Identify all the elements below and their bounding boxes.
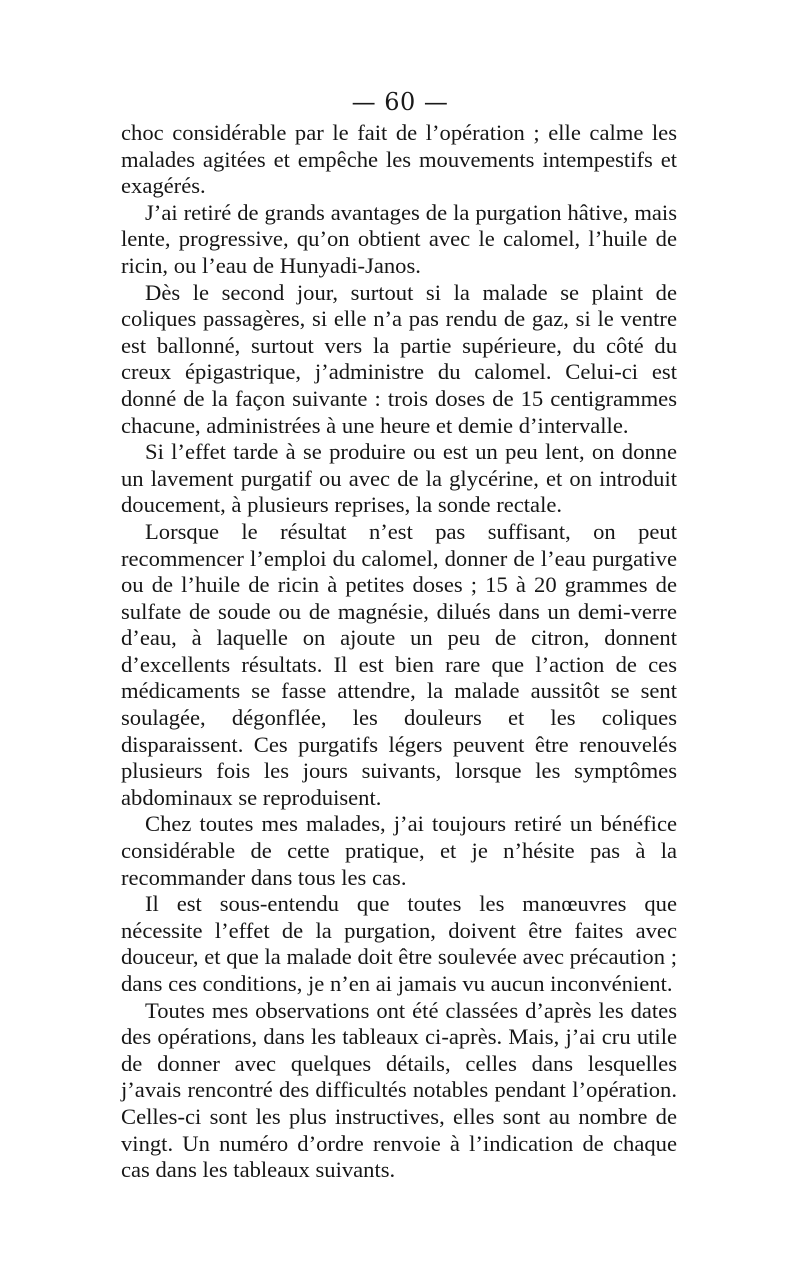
- page-number: — 60 —: [351, 88, 449, 116]
- paragraph: Si l’effet tarde à se produire ou est un peu lent, on donne un lavement purgatif ou avec de la glycérine, et on introduit doucement, à plusieurs reprises, la sonde rectale.: [121, 439, 677, 518]
- paragraph: Dès le second jour, surtout si la malade se plaint de coliques passagères, si elle n’a pas rendu de gaz, si le ventre est ballonné, surtout vers la partie supérieure, du côté du creux épigastrique, j’administre du calomel. Celui-ci est donné de la façon suivante : trois doses de 15 centigrammes chacune, administrées à une heure et demie d’intervalle.: [121, 279, 677, 438]
- body-text: [121, 120, 677, 1184]
- paragraph: J’ai retiré de grands avantages de la purgation hâtive, mais lente, progressive, qu’on obtient avec le calomel, l’huile de ricin, ou l’eau de Hunyadi-Janos.: [121, 199, 677, 278]
- paragraph: choc considérable par le fait de l’opération ; elle calme les malades agitées et empêche les mouvements intempestifs et exagérés.: [121, 120, 677, 199]
- paragraph: Lorsque le résultat n’est pas suffisant, on peut recommencer l’emploi du calomel, donner de l’eau purgative ou de l’huile de ricin à petites doses ; 15 à 20 grammes de sulfate de soude ou de magnésie, dilués dans un demi-verre d’eau, à laquelle on ajoute un peu de citron, donnent d’excellents résultats. Il est bien rare que l’action de ces médicaments se fasse attendre, la malade aussitôt se sent soulagée, dégonflée, les douleurs et les coliques disparaissent. Ces purgatifs légers peuvent être renouvelés plusieurs fois les jours suivants, lorsque les symptômes abdominaux se reproduisent.: [121, 518, 677, 810]
- paragraph: Chez toutes mes malades, j’ai toujours retiré un bénéfice considérable de cette pratique, et je n’hésite pas à la recommander dans tous les cas.: [121, 811, 677, 890]
- paragraph: Toutes mes observations ont été classées d’après les dates des opérations, dans les tableaux ci-après. Mais, j’ai cru utile de donner avec quelques détails, celles dans lesquelles j’avais rencontré des difficultés notables pendant l’opération. Celles-ci sont les plus instructives, elles sont au nombre de vingt. Un numéro d’ordre renvoie à l’indication de chaque cas dans les tableaux suivants.: [121, 997, 677, 1183]
- paragraph: Il est sous-entendu que toutes les manœuvres que nécessite l’effet de la purgation, doivent être faites avec douceur, et que la malade doit être soulevée avec précaution ; dans ces conditions, je n’en ai jamais vu aucun inconvénient.: [121, 891, 677, 996]
